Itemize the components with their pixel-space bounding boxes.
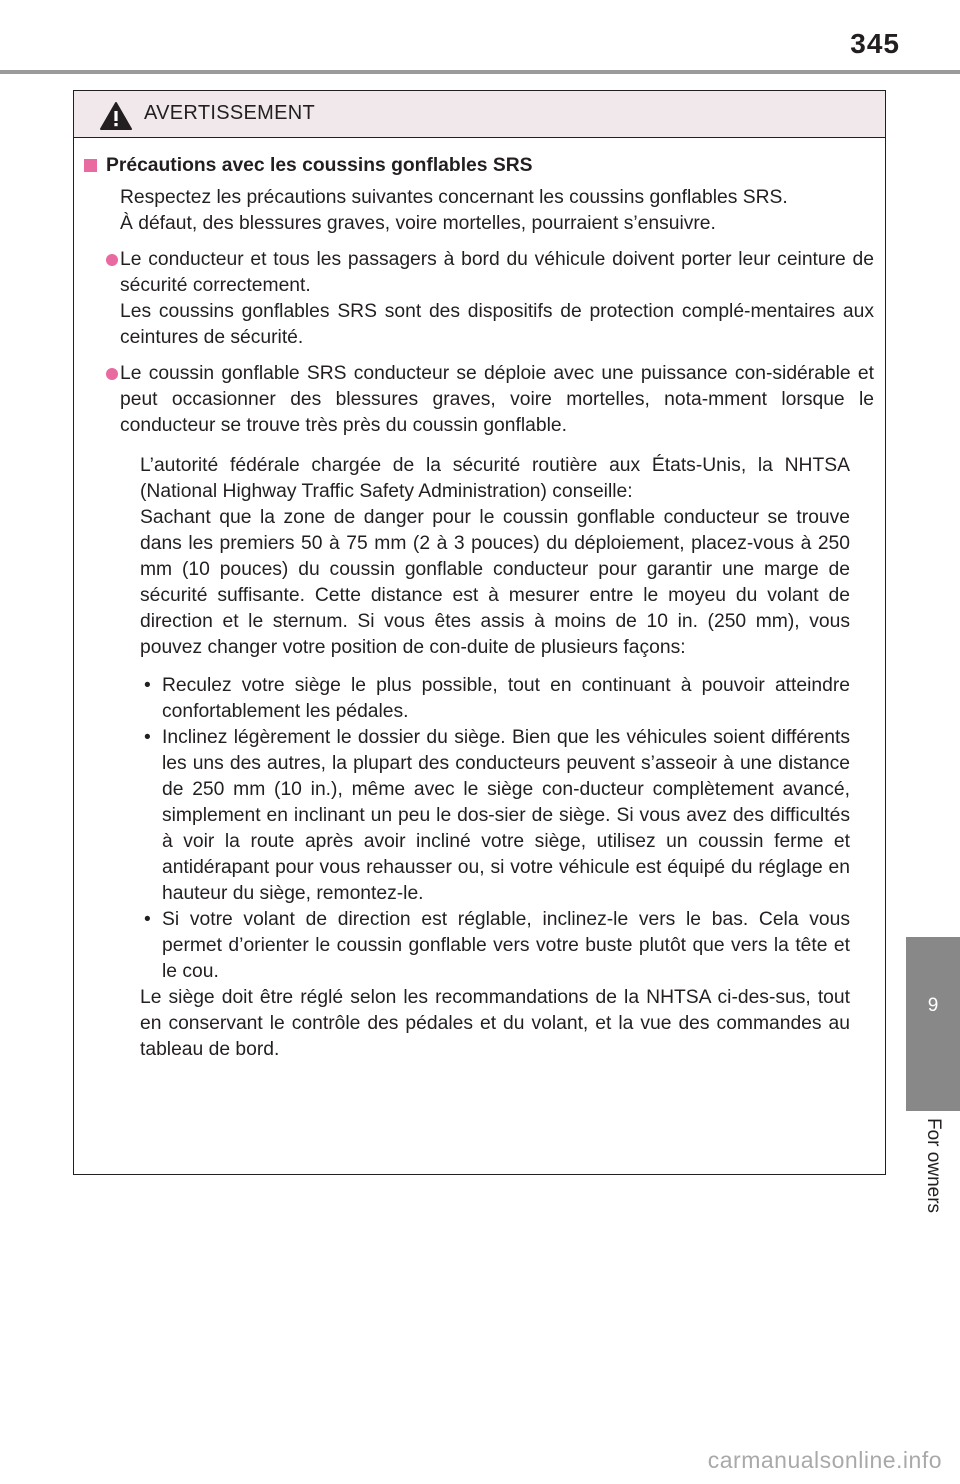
bullet-text: Les coussins gonflables SRS sont des dispositifs de protection complé-mentaires aux ceintures de sécurité.	[120, 301, 874, 348]
heading-square-icon	[84, 159, 97, 172]
bullet-dot-icon	[106, 254, 118, 266]
section-heading-text: Précautions avec les coussins gonflables SRS	[106, 155, 533, 176]
intro-paragraph-1: Respectez les précautions suivantes concernant les coussins gonflables SRS.	[120, 187, 788, 208]
list-item-text: Inclinez légèrement le dossier du siège. Bien que les véhicules soient différents les uns des autres, la plupart des conducteurs peuvent s’asseoir à une distance de 250 mm (10 in.), même avec le siège con-ducteur complètement avancé, simplement en inclinant un peu le dos-sier de siège. Si vous avez des difficultés à voir la route après avoir incliné votre siège, utilisez un coussin ferme et antidérapant pour vous rehausser ou, si votre véhicule est équipé du réglage en hauteur du siège, remontez-le.	[162, 727, 850, 904]
warning-triangle-icon	[99, 101, 133, 131]
list-item	[140, 907, 850, 985]
warning-box	[73, 90, 886, 1175]
section-tab[interactable]	[906, 937, 960, 1111]
section-tab-label-wrap	[906, 1118, 960, 1238]
closing-paragraph: Le siège doit être réglé selon les recommandations de la NHTSA ci-des-sus, tout en conservant le contrôle des pédales et du volant, et la vue des commandes au tableau de bord.	[140, 987, 850, 1060]
list-item-text: Reculez votre siège le plus possible, tout en continuant à pouvoir atteindre confortablement les pédales.	[162, 675, 850, 722]
header-rule	[0, 70, 960, 74]
section-heading	[82, 153, 874, 179]
section-tab-number: 9	[927, 995, 939, 1016]
bullet-text: Le conducteur et tous les passagers à bord du véhicule doivent porter leur ceinture de sécurité correctement.	[120, 249, 874, 296]
list-bullet-icon: •	[144, 909, 151, 930]
bullet-item	[120, 361, 874, 439]
list-bullet-icon: •	[144, 675, 151, 696]
nhtsa-detail: Sachant que la zone de danger pour le coussin gonflable conducteur se trouve dans les premiers 50 à 75 mm (2 à 3 pouces) du déploiement, placez-vous à 250 mm (10 pouces) du coussin gonflable conducteur pour garantir une marge de sécurité suffisante. Cette distance est à mesurer entre le moyeu du volant de direction et le sternum. Si vous êtes assis à moins de 10 in. (250 mm), vous pouvez changer votre position de con-duite de plusieurs façons:	[140, 507, 850, 658]
bullet-item	[120, 247, 874, 351]
list-item	[140, 673, 850, 725]
intro-paragraph-2: À défaut, des blessures graves, voire mortelles, pourraient s’ensuivre.	[120, 213, 716, 234]
bullet-text: Le coussin gonflable SRS conducteur se déploie avec une puissance con-sidérable et peut occasionner des blessures graves, voire mortelles, nota-mment lorsque le conducteur se trouve très près du coussin gonflable.	[120, 363, 874, 436]
watermark: carmanualsonline.info	[707, 1447, 942, 1473]
nhtsa-intro: L’autorité fédérale chargée de la sécurité routière aux États-Unis, la NHTSA (National Highway Traffic Safety Administration) conseille:	[140, 455, 850, 502]
warning-header	[74, 91, 885, 138]
warning-title: AVERTISSEMENT	[144, 102, 315, 124]
list-item	[140, 725, 850, 907]
recommendation-list	[82, 673, 850, 985]
page-number: 345	[850, 28, 900, 59]
section-tab-label: For owners	[923, 1118, 944, 1214]
list-item-text: Si votre volant de direction est réglable, inclinez-le vers le bas. Cela vous permet d’orienter le coussin gonflable vers votre buste plutôt que vers la tête et le cou.	[162, 909, 850, 982]
list-bullet-icon: •	[144, 727, 151, 748]
warning-body	[82, 153, 874, 1063]
bullet-dot-icon	[106, 368, 118, 380]
